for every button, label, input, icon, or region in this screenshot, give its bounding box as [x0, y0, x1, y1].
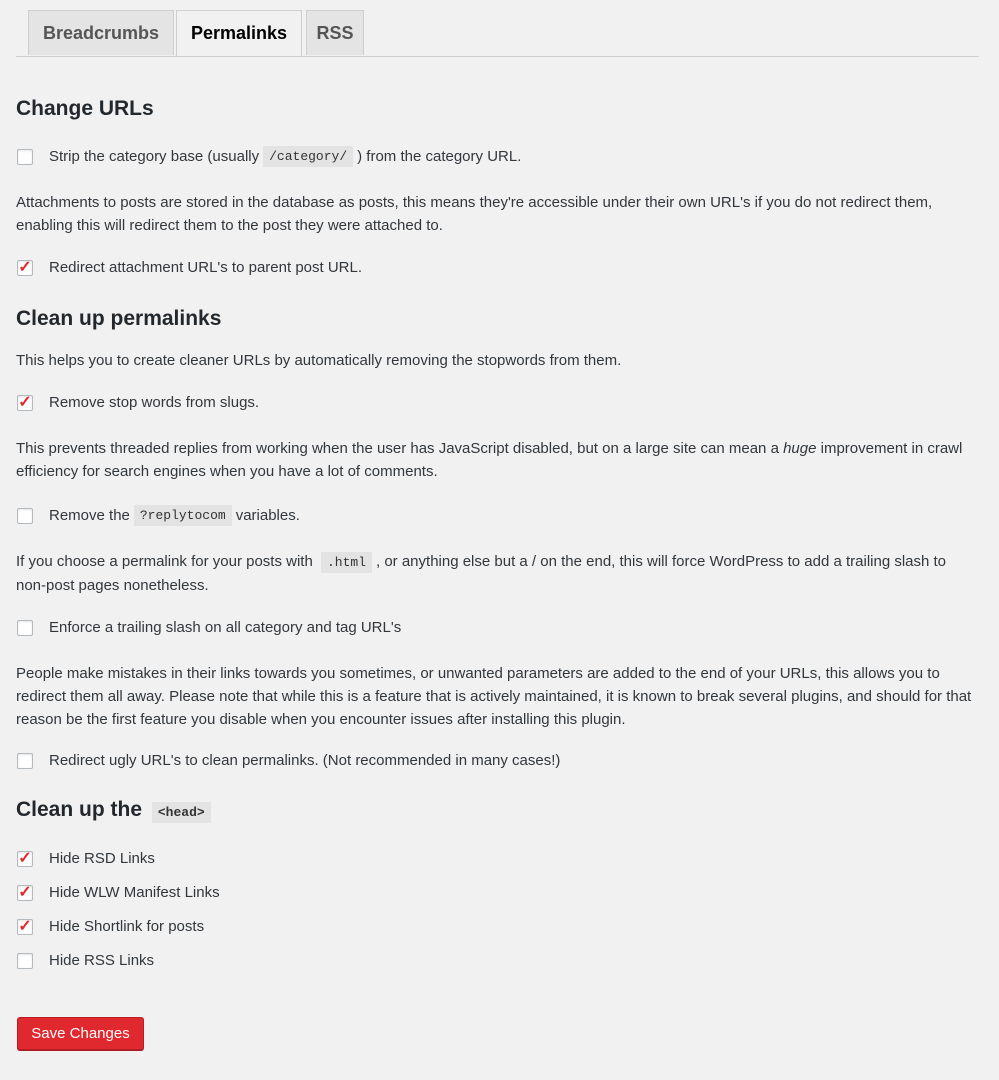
- hide-wlw-label: Hide WLW Manifest Links: [49, 884, 220, 901]
- html-code: .html: [321, 552, 372, 573]
- checkmark-icon: ✓: [18, 258, 32, 276]
- strip-category-option[interactable]: [16, 146, 521, 167]
- redirect-attachment-checkbox[interactable]: [17, 260, 33, 276]
- section-heading-change-urls: Change URLs: [16, 97, 154, 120]
- checkmark-icon: ✓: [18, 917, 32, 935]
- hide-rss-option[interactable]: [16, 952, 154, 969]
- clean-head-heading-text: Clean up the: [16, 798, 143, 821]
- redirect-ugly-checkbox[interactable]: [17, 753, 33, 769]
- hide-rsd-option[interactable]: [16, 850, 155, 867]
- remove-stopwords-option[interactable]: [16, 394, 259, 411]
- tab-bar: [16, 10, 979, 57]
- replytocom-desc-post: improvement in crawl efficiency for search engines when you have a lot of comments.: [16, 440, 963, 480]
- tab-permalinks[interactable]: Permalinks: [176, 10, 302, 56]
- replytocom-desc-emphasis: huge: [783, 440, 817, 457]
- remove-replytocom-label-pre: Remove the: [49, 507, 130, 524]
- hide-shortlink-label: Hide Shortlink for posts: [49, 918, 205, 935]
- category-code: /category/: [263, 146, 353, 167]
- strip-category-label-post: ) from the category URL.: [357, 148, 522, 165]
- trailing-slash-checkbox[interactable]: [17, 620, 33, 636]
- hide-rss-label: Hide RSS Links: [49, 952, 155, 969]
- tab-rss[interactable]: RSS: [306, 10, 364, 55]
- save-changes-button[interactable]: Save Changes: [17, 1017, 144, 1050]
- hide-wlw-option[interactable]: [16, 884, 220, 901]
- hide-shortlink-option[interactable]: [16, 918, 204, 935]
- strip-category-label-pre: Strip the category base (usually: [49, 148, 260, 165]
- remove-stopwords-label: Remove stop words from slugs.: [49, 394, 260, 411]
- redirect-attachment-option[interactable]: [16, 259, 362, 276]
- head-code: <head>: [152, 802, 211, 823]
- trailing-slash-option[interactable]: [16, 619, 401, 636]
- tab-breadcrumbs[interactable]: Breadcrumbs: [28, 10, 174, 55]
- attachments-description: Attachments to posts are stored in the database as posts, this means they're accessible under their own URL's if you do not redirect them, enabling this will redirect them to the post they were attached to.: [16, 194, 933, 234]
- remove-replytocom-label-post: variables.: [235, 507, 300, 524]
- replytocom-desc-pre: This prevents threaded replies from working when the user has JavaScript disabled, but on a large site can mean a: [16, 440, 779, 457]
- stopwords-description: This helps you to create cleaner URLs by automatically removing the stopwords from them.: [16, 352, 622, 369]
- trailing-slash-description: [16, 550, 979, 597]
- replytocom-code: ?replytocom: [134, 505, 232, 526]
- ugly-urls-description: People make mistakes in their links towards you sometimes, or unwanted parameters are added to the end of your URLs, this allows you to redirect them all away. Please note that while this is a feature that is actively maintained, it is known to break several plugins, and should for that reason be the first feature you disable when you encounter issues after installing this plugin.: [16, 665, 972, 728]
- redirect-attachment-label: Redirect attachment URL's to parent post URL.: [49, 259, 363, 276]
- redirect-ugly-option[interactable]: [16, 752, 560, 769]
- replytocom-description: [16, 437, 979, 483]
- checkmark-icon: ✓: [18, 849, 32, 867]
- trailing-slash-label: Enforce a trailing slash on all category and tag URL's: [49, 619, 402, 636]
- trailing-desc-pre: If you choose a permalink for your posts with: [16, 553, 313, 570]
- trailing-desc-post: , or anything else but a / on the end, this will force WordPress to add a trailing slash to non-post pages nonetheless.: [16, 553, 947, 594]
- remove-replytocom-checkbox[interactable]: [17, 508, 33, 524]
- hide-shortlink-checkbox[interactable]: [17, 919, 33, 935]
- hide-wlw-checkbox[interactable]: [17, 885, 33, 901]
- section-heading-clean-permalinks: Clean up permalinks: [16, 307, 222, 330]
- hide-rss-checkbox[interactable]: [17, 953, 33, 969]
- remove-stopwords-checkbox[interactable]: [17, 395, 33, 411]
- hide-rsd-checkbox[interactable]: [17, 851, 33, 867]
- strip-category-checkbox[interactable]: [17, 149, 33, 165]
- checkmark-icon: ✓: [18, 883, 32, 901]
- remove-replytocom-option[interactable]: [16, 505, 300, 526]
- section-heading-clean-head: [16, 798, 215, 822]
- hide-rsd-label: Hide RSD Links: [49, 850, 155, 867]
- checkmark-icon: ✓: [18, 393, 32, 411]
- redirect-ugly-label: Redirect ugly URL's to clean permalinks. (Not recommended in many cases!): [49, 752, 561, 769]
